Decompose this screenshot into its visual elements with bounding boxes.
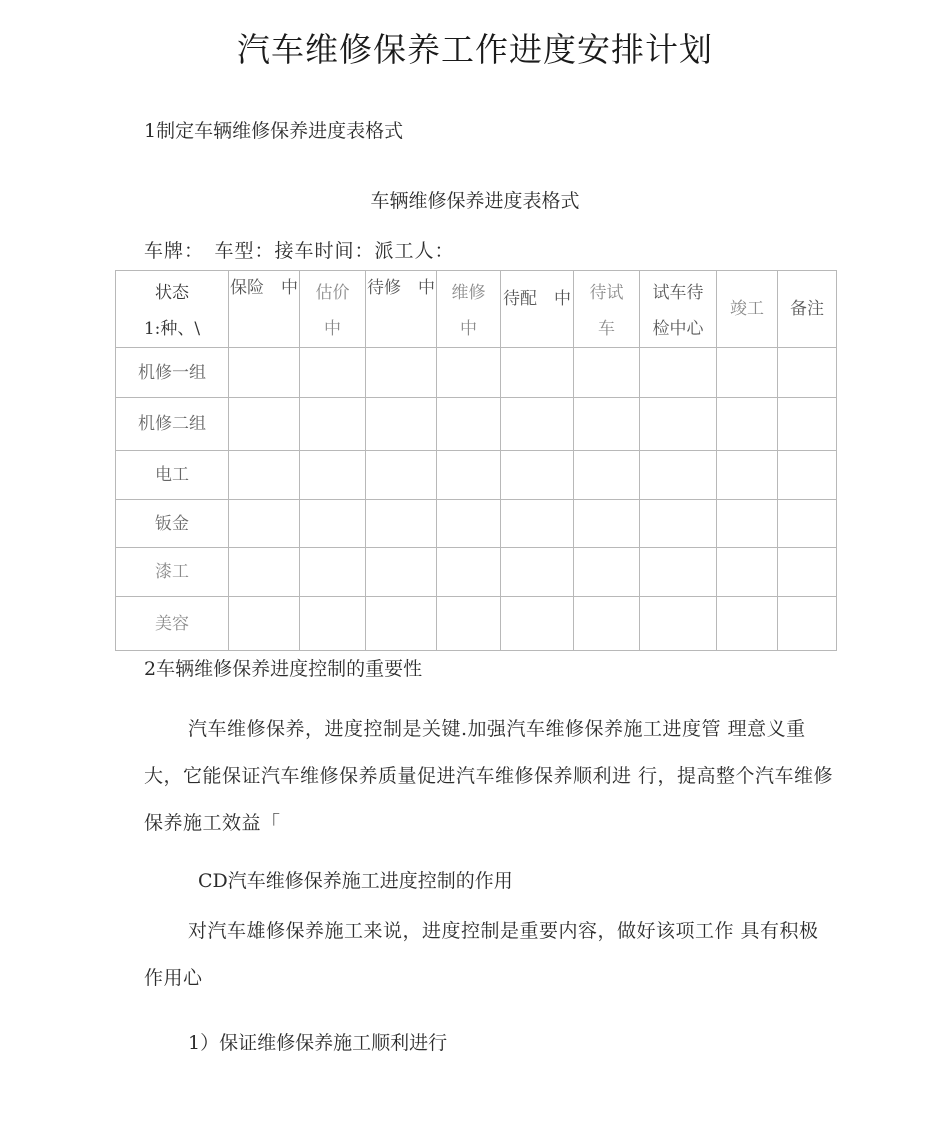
table-cell [366,548,437,597]
table-cell [501,451,574,500]
table-row [116,597,837,651]
table-cell [501,548,574,597]
table-cell [778,451,837,500]
column-header [437,271,501,348]
document-title: 汽车维修保养工作进度安排计划 [237,30,713,69]
table-cell [366,398,437,451]
table-cell [300,500,366,548]
table-cell [640,597,717,651]
table-cell [574,451,640,500]
table-cell [229,597,300,651]
section-heading-1: 1制定车辆维修保养进度表格式 [144,120,404,142]
column-header: 待修 中 [366,271,437,348]
table-cell [778,500,837,548]
table-cell [717,348,778,398]
row-label: 美容 [116,597,229,651]
table-cell [574,597,640,651]
table-cell [717,500,778,548]
row-label: 漆工 [116,548,229,597]
table-cell [437,398,501,451]
table-row [116,398,837,451]
row-label: 钣金 [116,500,229,548]
table-cell [229,500,300,548]
status-header [116,271,229,348]
table-cell [300,348,366,398]
table-row [116,451,837,500]
table-cell [640,500,717,548]
table-cell [366,348,437,398]
table-cell [501,597,574,651]
status-header-label: 状态 [155,283,189,303]
paragraph: 对汽车雄修保养施工来说，进度控制是重要内容，做好该项工作 具有积极作用心 [144,920,819,989]
status-header-sub: 1:种、\ [143,319,201,339]
table-cell [717,398,778,451]
table-cell [778,398,837,451]
column-header-text: 试车待 检中心 [652,283,704,339]
column-header-text: 估价 中 [315,283,350,339]
table-cell [437,348,501,398]
table-cell [778,548,837,597]
paragraph: 汽车维修保养，进度控制是关键.加强汽车维修保养施工进度管 理意义重大，它能保证汽车维修保养质量促进汽车维修保养顺利进 行，提高整个汽车维修保养施工效益「 [144,718,834,834]
table-cell [717,597,778,651]
table-cell [640,548,717,597]
list-item: 1）保证维修保养施工顺利进行 [188,1032,448,1054]
row-label: 机修二组 [116,398,229,451]
table-cell [300,597,366,651]
table-cell [501,398,574,451]
table-row [116,548,837,597]
table-cell [574,348,640,398]
row-label: 电工 [116,451,229,500]
column-header: 备注 [778,271,837,348]
table-cell [300,398,366,451]
table-cell [640,398,717,451]
table-cell [366,451,437,500]
column-header: 竣工 [717,271,778,348]
table-cell [501,500,574,548]
column-header-text: 待试 车 [589,283,624,339]
column-header: 待配 中 [501,271,574,348]
table-cell [778,348,837,398]
section-heading-2: 2车辆维修保养进度控制的重要性 [144,658,423,680]
table-cell [229,348,300,398]
progress-table [115,270,837,651]
column-header [640,271,717,348]
table-cell [717,548,778,597]
table-cell [366,597,437,651]
vehicle-fields-line: 车牌： 车型：接车时间：派工人： [144,240,455,262]
table-cell [366,500,437,548]
table-cell [778,597,837,651]
table-cell [501,348,574,398]
table-cell [640,451,717,500]
column-header: 保险 中 [229,271,300,348]
table-caption: 车辆维修保养进度表格式 [370,190,580,212]
table-cell [437,500,501,548]
column-header [300,271,366,348]
table-cell [574,398,640,451]
table-cell [717,451,778,500]
table-row [116,500,837,548]
table-cell [437,451,501,500]
subheading: CD汽车维修保养施工进度控制的作用 [198,870,513,892]
table-cell [229,451,300,500]
table-cell [574,548,640,597]
table-cell [229,548,300,597]
column-header-text: 维修 中 [451,283,486,339]
column-header [574,271,640,348]
table-cell [437,548,501,597]
table-row [116,348,837,398]
table-cell [574,500,640,548]
table-cell [437,597,501,651]
table-cell [229,398,300,451]
table-cell [640,348,717,398]
table-cell [300,548,366,597]
table-cell [300,451,366,500]
row-label: 机修一组 [116,348,229,398]
